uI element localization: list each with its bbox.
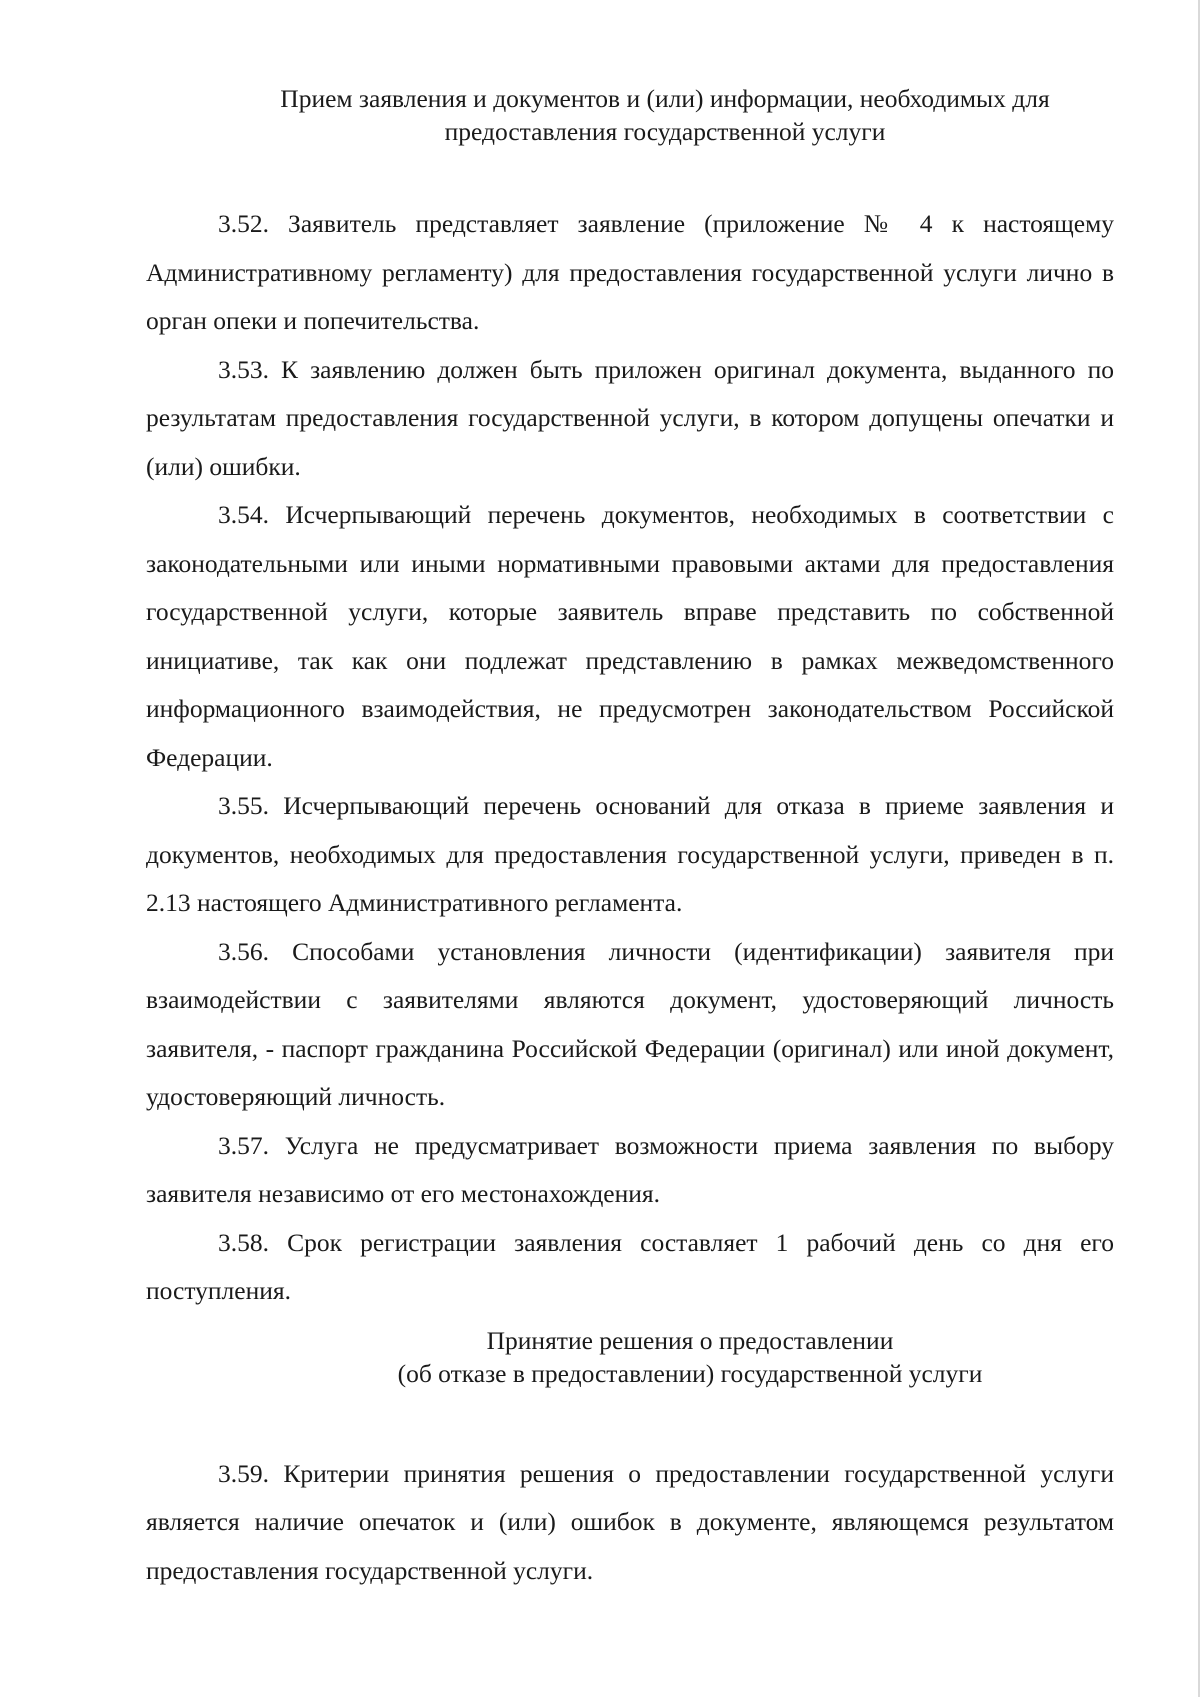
section-heading-line-1: Принятие решения о предоставлении xyxy=(486,1325,894,1355)
document-content xyxy=(146,82,1114,1595)
paragraph-3-56: 3.56. Способами установления личности (идентификации) заявителя при взаимодействии с заявителями являются документ, удостоверяющий личность заявителя, - паспорт гражданина Российской Федерации (оригинал) или иной документ, удостоверяющий личность. xyxy=(146,936,1114,1111)
section-heading-line-1: Прием заявления и документов и (или) информации, необходимых для xyxy=(280,84,1050,113)
paragraph-3-57: 3.57. Услуга не предусматривает возможности приема заявления по выбору заявителя независимо от его местонахождения. xyxy=(146,1130,1114,1208)
paragraph-3-58: 3.58. Срок регистрации заявления составляет 1 рабочий день со дня его поступления. xyxy=(146,1227,1114,1305)
section-heading-decision xyxy=(146,1324,1114,1390)
paragraph-3-55: 3.55. Исчерпывающий перечень оснований для отказа в приеме заявления и документов, необходимых для предоставления государственной услуги, приведен в п. 2.13 настоящего Административного регламента. xyxy=(146,791,1114,917)
paragraph-3-54: 3.54. Исчерпывающий перечень документов, необходимых в соответствии с законодательными или иными нормативными правовыми актами для предоставления государственной услуги, которые заявитель вправе представить по собственной инициативе, так как они подлежат представлению в рамках межведомственного информационного взаимодействия, не предусмотрен законодательством Российской Федерации. xyxy=(146,500,1114,772)
paragraph-3-53: 3.53. К заявлению должен быть приложен оригинал документа, выданного по результатам предоставления государственной услуги, в котором допущены опечатки и (или) ошибки. xyxy=(146,354,1114,481)
section-heading-acceptance xyxy=(146,82,1114,148)
paragraph-3-52: 3.52. Заявитель представляет заявление (приложение № 4 к настоящему Административному регламенту) для предоставления государственной услуги лично в орган опеки и попечительства. xyxy=(146,209,1114,335)
paragraph-3-59: 3.59. Критерии принятия решения о предоставлении государственной услуги является наличие опечаток и (или) ошибок в документе, являющемся результатом предоставления государственной услуги. xyxy=(146,1458,1114,1585)
section-heading-line-2: (об отказе в предоставлении) государственной услуги xyxy=(397,1358,983,1388)
section-heading-line-2: предоставления государственной услуги xyxy=(444,117,886,146)
